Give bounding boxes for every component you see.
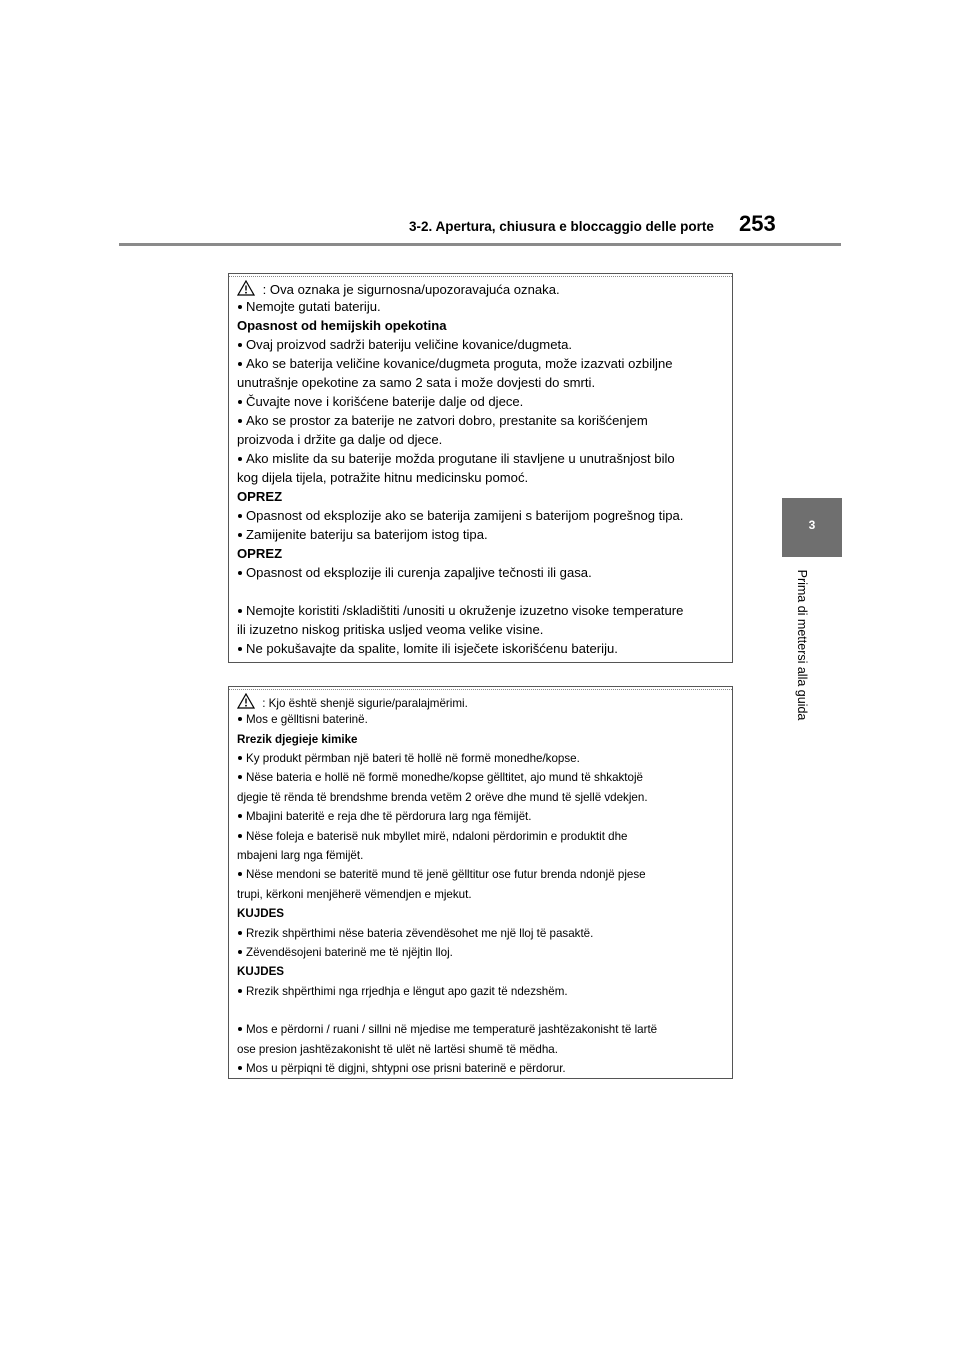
caution-heading: OPREZ (237, 489, 283, 504)
list-item: Nëse mendoni se bateritë mund të jenë gëlltitur ose futur brenda ndonjë pjese (237, 868, 646, 881)
caution-heading: KUJDES (237, 907, 285, 920)
list-item: Opasnost od eksplozije ako se baterija zamijeni s baterijom pogrešnog tipa. (237, 508, 683, 523)
warning-notice-line (237, 693, 468, 710)
list-item-cont: unutrašnje opekotine za samo 2 sata i može dovjesti do smrti. (237, 375, 596, 390)
warning-triangle-icon (237, 693, 255, 709)
list-item: Ako se baterija veličine kovanice/dugmeta proguta, može izazvati ozbiljne (237, 356, 673, 371)
warning-notice-text: : Ova oznaka je sigurnosna/upozoravajuća oznaka. (259, 282, 560, 297)
list-item-cont: ose presion jashtëzakonisht të ulët në lartësi shumë të mëdha. (237, 1043, 558, 1056)
section-title: 3-2. Apertura, chiusura e bloccaggio delle porte (409, 219, 714, 234)
list-item-cont: kog dijela tijela, potražite hitnu medicinsku pomoć. (237, 470, 529, 485)
warning-box-bosnian (228, 273, 733, 663)
list-item-cont: trupi, kërkoni menjëherë vëmendjen e mjekut. (237, 888, 472, 901)
warning-box-albanian (228, 686, 733, 1079)
chapter-title: Prima di mettersi alla guida (795, 569, 809, 721)
list-item: Zamijenite bateriju sa baterijom istog tipa. (237, 527, 488, 542)
list-item: Nemojte koristiti /skladištiti /unositi u okruženje izuzetno visoke temperature (237, 603, 683, 618)
list-item: Mos e gëlltisni baterinë. (237, 713, 368, 726)
list-item: Mos e përdorni / ruani / sillni në mjedise me temperaturë jashtëzakonisht të lartë (237, 1023, 657, 1036)
list-item: Zëvendësojeni baterinë me të njëjtin lloj. (237, 946, 453, 959)
list-item: Ovaj proizvod sadrži bateriju veličine kovanice/dugmeta. (237, 337, 572, 352)
list-item: Mbajini bateritë e reja dhe të përdorura larg nga fëmijët. (237, 810, 532, 823)
list-item: Rrezik shpërthimi nëse bateria zëvendësohet me një lloj të pasaktë. (237, 927, 593, 940)
warning-notice-line (237, 280, 560, 297)
list-item: Čuvajte nove i korišćene baterije dalje od djece. (237, 394, 523, 409)
list-item: Ne pokušavajte da spalite, lomite ili isječete iskorišćenu bateriju. (237, 641, 618, 656)
list-item-cont: mbajeni larg nga fëmijët. (237, 849, 364, 862)
caution-heading: OPREZ (237, 546, 283, 561)
warning-notice-text: : Kjo është shenjë sigurie/paralajmërimi. (259, 697, 468, 710)
list-item-cont: djegie të rënda të brendshme brenda vetëm 2 orëve dhe mund të sjellë vdekjen. (237, 791, 648, 804)
chapter-number: 3 (808, 518, 816, 532)
caution-heading: KUJDES (237, 965, 285, 978)
hazard-heading: Rrezik djegieje kimike (237, 733, 358, 746)
list-item-cont: ili izuzetno niskog pritiska usljed veoma velike visine. (237, 622, 544, 637)
list-item: Nëse foleja e baterisë nuk mbyllet mirë, ndaloni përdorimin e produktit dhe (237, 830, 628, 843)
hazard-heading: Opasnost od hemijskih opekotina (237, 318, 447, 333)
list-item: Ako mislite da su baterije možda progutane ili stavljene u unutrašnjost bilo (237, 451, 675, 466)
chapter-tab (782, 498, 842, 557)
list-item-cont: proizvoda i držite ga dalje od djece. (237, 432, 443, 447)
page-number: 253 (739, 211, 776, 236)
list-item: Mos u përpiqni të digjni, shtypni ose prisni baterinë e përdorur. (237, 1062, 566, 1075)
list-item: Opasnost od eksplozije ili curenja zapaljive tečnosti ili gasa. (237, 565, 592, 580)
list-item: Nemojte gutati bateriju. (237, 299, 381, 314)
list-item: Ky produkt përmban një bateri të hollë në formë monedhe/kopse. (237, 752, 580, 765)
warning-triangle-icon (237, 280, 255, 296)
list-item: Nëse bateria e hollë në formë monedhe/kopse gëlltitet, ajo mund të shkaktojë (237, 771, 643, 784)
header-rule (119, 243, 841, 246)
list-item: Ako se prostor za baterije ne zatvori dobro, prestanite sa korišćenjem (237, 413, 648, 428)
list-item: Rrezik shpërthimi nga rrjedhja e lëngut apo gazit të ndezshëm. (237, 985, 568, 998)
